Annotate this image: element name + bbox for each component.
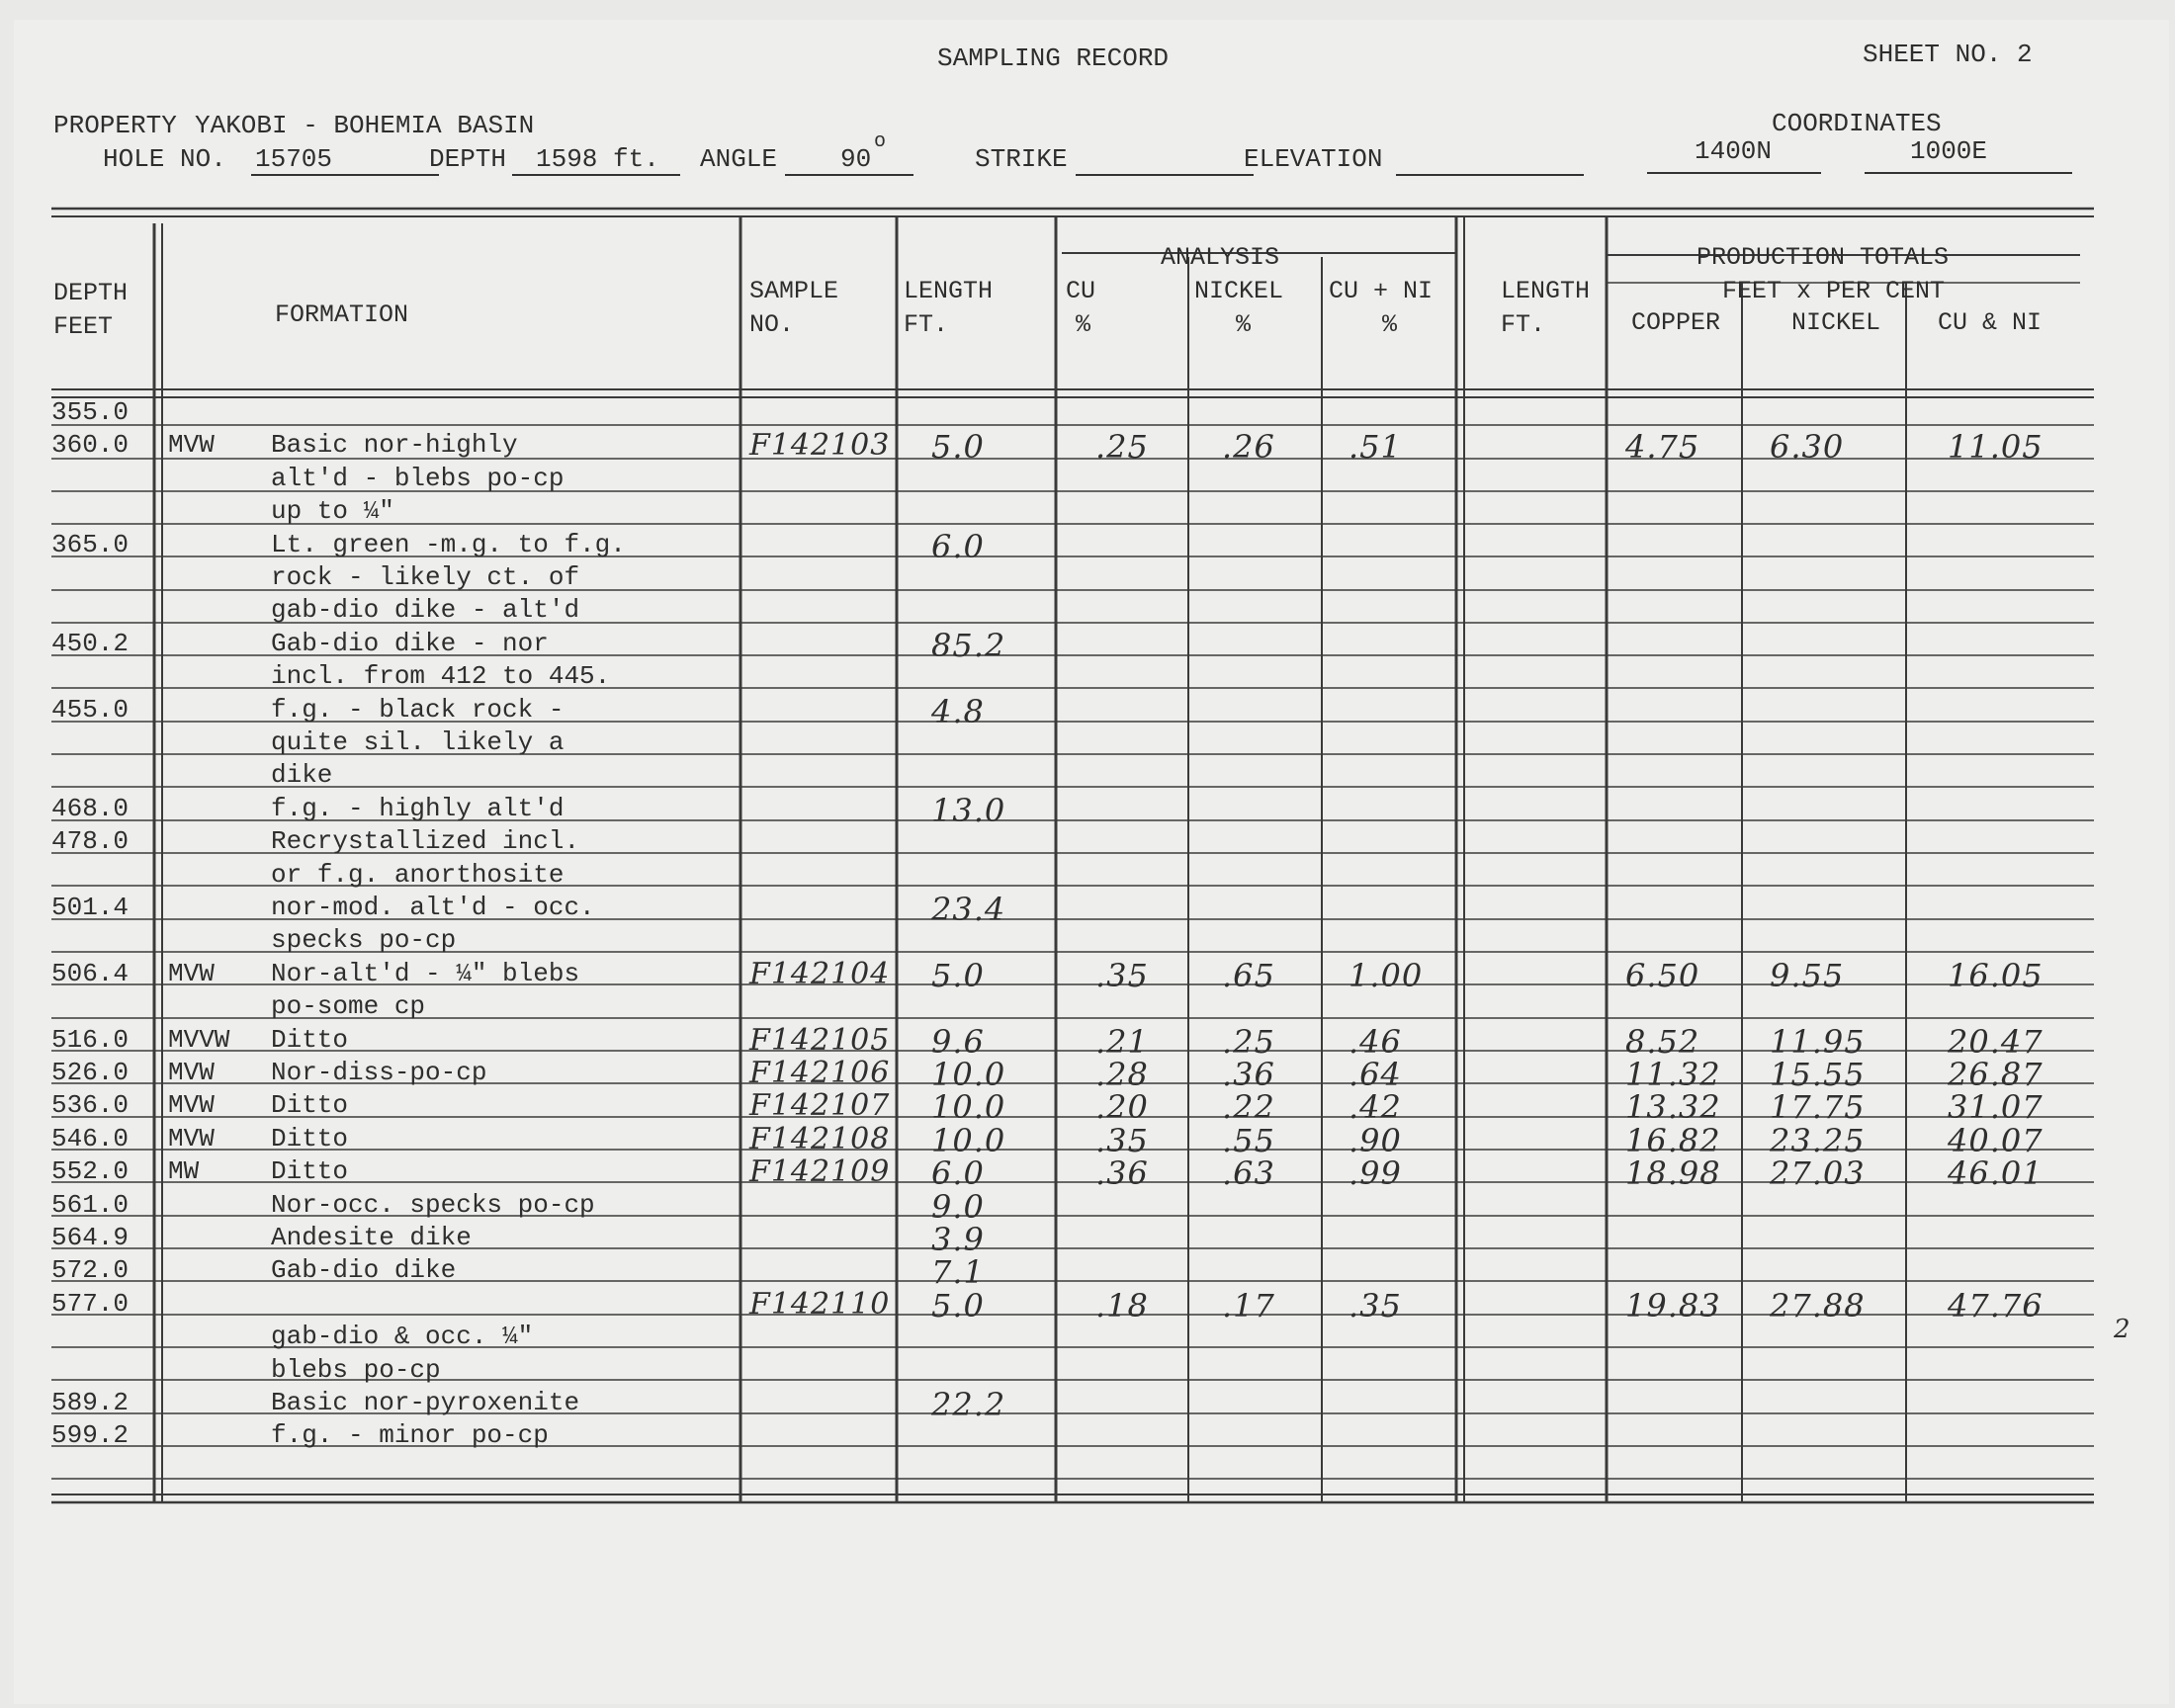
- depth-cell: 365.0: [51, 529, 130, 559]
- strike-label: STRIKE: [975, 144, 1068, 174]
- length-cell: 5.0: [931, 956, 985, 994]
- ni-cell: .25: [1222, 1022, 1275, 1061]
- depth-cell: 455.0: [51, 694, 130, 725]
- depth-cell: 478.0: [51, 826, 130, 857]
- copper-cell: 4.75: [1625, 428, 1700, 467]
- formation-cell: f.g. - highly alt'd: [271, 793, 565, 823]
- sheet-number: SHEET NO. 2: [1863, 40, 2033, 69]
- nickel-cell: 27.03: [1770, 1154, 1866, 1193]
- sampling-record-sheet: [14, 20, 2169, 1704]
- col-length2: LENGTH: [1501, 277, 1591, 305]
- cu-cell: .20: [1095, 1088, 1149, 1127]
- cuandni-cell: 20.47: [1948, 1022, 2044, 1061]
- depth-cell: 546.0: [51, 1123, 130, 1153]
- length-cell: 10.0: [931, 1121, 1006, 1159]
- length-cell: 6.0: [931, 1154, 985, 1193]
- formation-cell: Ditto: [271, 1024, 349, 1055]
- col-production: PRODUCTION TOTALS: [1696, 243, 1950, 272]
- length-cell: 3.9: [931, 1221, 985, 1258]
- copper-cell: 11.32: [1625, 1056, 1721, 1093]
- hole-label: HOLE NO.: [103, 144, 226, 174]
- depth-value: 1598 ft.: [536, 144, 659, 174]
- formation-cell: specks po-cp: [271, 925, 457, 956]
- cuni-cell: .64: [1348, 1056, 1402, 1093]
- cu-cell: .36: [1095, 1154, 1149, 1193]
- formation-cell: Ditto: [271, 1123, 349, 1153]
- code-cell: MVW: [168, 1123, 215, 1153]
- code-cell: MVW: [168, 958, 215, 988]
- depth-cell: 526.0: [51, 1058, 130, 1087]
- length-cell: 9.6: [931, 1022, 985, 1061]
- col-length-ft: FT.: [904, 310, 949, 339]
- length-cell: 10.0: [931, 1056, 1006, 1093]
- nickel-cell: 17.75: [1770, 1088, 1866, 1127]
- cuni-cell: 1.00: [1348, 956, 1424, 994]
- code-cell: MVW: [168, 1058, 215, 1087]
- ni-cell: .26: [1222, 428, 1275, 467]
- col-feet: FEET: [53, 312, 114, 341]
- sample-cell: F142105: [749, 1022, 891, 1058]
- formation-cell: f.g. - minor po-cp: [271, 1420, 549, 1451]
- nickel-cell: 27.88: [1770, 1286, 1866, 1324]
- formation-cell: Gab-dio dike - nor: [271, 628, 549, 658]
- depth-cell: 506.4: [51, 958, 130, 988]
- nickel-cell: 11.95: [1770, 1022, 1866, 1061]
- sample-cell: F142107: [749, 1088, 891, 1124]
- cuandni-cell: 31.07: [1948, 1088, 2044, 1127]
- ni-cell: .65: [1222, 956, 1275, 994]
- formation-cell: dike: [271, 760, 333, 791]
- formation-cell: nor-mod. alt'd - occ.: [271, 893, 595, 922]
- formation-cell: f.g. - black rock -: [271, 694, 565, 725]
- cu-cell: .35: [1095, 1121, 1149, 1159]
- sample-cell: F142108: [749, 1121, 891, 1156]
- cu-cell: .28: [1095, 1056, 1149, 1093]
- sample-cell: F142109: [749, 1154, 891, 1190]
- property-value: YAKOBI - BOHEMIA BASIN: [195, 111, 535, 140]
- angle-label: ANGLE: [700, 144, 778, 174]
- length-cell: 6.0: [931, 527, 985, 565]
- cuandni-cell: 46.01: [1948, 1154, 2044, 1193]
- formation-cell: blebs po-cp: [271, 1354, 441, 1385]
- hole-number: 15705: [255, 144, 333, 174]
- col-feet-x-pct: FEET x PER CENT: [1722, 277, 1946, 305]
- formation-cell: Nor-alt'd - ¼" blebs: [271, 958, 580, 988]
- nickel-cell: 23.25: [1770, 1121, 1866, 1159]
- depth-cell: 552.0: [51, 1156, 130, 1187]
- formation-cell: Ditto: [271, 1156, 349, 1187]
- elevation-label: ELEVATION: [1244, 144, 1383, 174]
- length-cell: 22.2: [931, 1386, 1006, 1423]
- depth-cell: 561.0: [51, 1189, 130, 1220]
- formation-cell: Basic nor-highly: [271, 430, 518, 461]
- formation-cell: quite sil. likely a: [271, 727, 565, 757]
- cuandni-cell: 11.05: [1948, 428, 2044, 467]
- cuni-cell: .42: [1348, 1088, 1402, 1127]
- cu-cell: .35: [1095, 956, 1149, 994]
- formation-cell: Lt. green -m.g. to f.g.: [271, 529, 626, 559]
- formation-cell: alt'd - blebs po-cp: [271, 463, 565, 493]
- depth-cell: 589.2: [51, 1388, 130, 1417]
- depth-cell: 599.2: [51, 1420, 130, 1451]
- code-cell: MVVW: [168, 1024, 230, 1055]
- length-cell: 23.4: [931, 891, 1006, 928]
- formation-cell: Gab-dio dike: [271, 1255, 457, 1286]
- copper-cell: 8.52: [1625, 1022, 1700, 1061]
- ni-cell: .63: [1222, 1154, 1275, 1193]
- cuandni-cell: 26.87: [1948, 1056, 2044, 1093]
- code-cell: MW: [168, 1156, 200, 1187]
- angle-value: 90: [840, 144, 872, 174]
- col-cu: CU: [1066, 277, 1096, 305]
- formation-cell: Ditto: [271, 1090, 349, 1121]
- formation-cell: Basic nor-pyroxenite: [271, 1388, 580, 1417]
- code-cell: MVW: [168, 430, 215, 461]
- coordinate-east: 1000E: [1910, 136, 1988, 166]
- ni-cell: .22: [1222, 1088, 1275, 1127]
- formation-cell: Nor-diss-po-cp: [271, 1058, 487, 1087]
- length-cell: 5.0: [931, 428, 985, 467]
- length-cell: 10.0: [931, 1088, 1006, 1127]
- depth-cell: 355.0: [51, 397, 130, 427]
- col-cuni-pct: %: [1382, 310, 1398, 339]
- formation-cell: Recrystallized incl.: [271, 826, 580, 857]
- coordinate-north: 1400N: [1695, 136, 1773, 166]
- length-cell: 13.0: [931, 791, 1006, 829]
- col-formation: FORMATION: [275, 300, 409, 329]
- sheet-title: SAMPLING RECORD: [937, 43, 1170, 73]
- ni-cell: .36: [1222, 1056, 1275, 1093]
- cuni-cell: .51: [1348, 428, 1402, 467]
- col-copper: COPPER: [1631, 308, 1721, 337]
- cu-cell: .25: [1095, 428, 1149, 467]
- formation-cell: gab-dio dike - alt'd: [271, 595, 580, 626]
- sample-cell: F142106: [749, 1056, 891, 1090]
- formation-cell: rock - likely ct. of: [271, 562, 580, 592]
- sample-cell: F142110: [749, 1286, 891, 1322]
- col-cu-pct: %: [1076, 310, 1091, 339]
- ni-cell: .55: [1222, 1121, 1275, 1159]
- depth-label: DEPTH: [429, 144, 507, 174]
- cuandni-cell: 40.07: [1948, 1121, 2044, 1159]
- margin-note: 2: [2114, 1315, 2132, 1344]
- formation-cell: or f.g. anorthosite: [271, 859, 565, 890]
- col-analysis: ANALYSIS: [1161, 243, 1280, 272]
- property-label: PROPERTY: [53, 111, 177, 140]
- col-nickel: NICKEL: [1194, 277, 1284, 305]
- copper-cell: 6.50: [1625, 956, 1700, 994]
- formation-cell: up to ¼": [271, 496, 394, 527]
- nickel-cell: 9.55: [1770, 956, 1845, 994]
- col-sample: SAMPLE: [749, 277, 839, 305]
- depth-cell: 577.0: [51, 1288, 130, 1319]
- formation-cell: po-some cp: [271, 991, 426, 1022]
- copper-cell: 19.83: [1625, 1286, 1721, 1324]
- sample-cell: F142104: [749, 956, 891, 991]
- formation-cell: Andesite dike: [271, 1223, 472, 1252]
- angle-degree: o: [874, 130, 887, 153]
- coordinates-label: COORDINATES: [1772, 109, 1942, 138]
- cuandni-cell: 47.76: [1948, 1286, 2044, 1324]
- ni-cell: .17: [1222, 1286, 1275, 1324]
- col-nickel2: NICKEL: [1791, 308, 1881, 337]
- nickel-cell: 15.55: [1770, 1056, 1866, 1093]
- copper-cell: 13.32: [1625, 1088, 1721, 1127]
- copper-cell: 16.82: [1625, 1121, 1721, 1159]
- cuni-cell: .90: [1348, 1121, 1402, 1159]
- depth-cell: 572.0: [51, 1255, 130, 1286]
- cuni-cell: .46: [1348, 1022, 1402, 1061]
- col-sample-no: NO.: [749, 310, 795, 339]
- cu-cell: .18: [1095, 1286, 1149, 1324]
- nickel-cell: 6.30: [1770, 428, 1845, 467]
- length-cell: 5.0: [931, 1286, 985, 1324]
- cuni-cell: .35: [1348, 1286, 1402, 1324]
- length-cell: 4.8: [931, 692, 985, 730]
- formation-cell: gab-dio & occ. ¼": [271, 1322, 534, 1352]
- depth-cell: 360.0: [51, 430, 130, 461]
- formation-cell: incl. from 412 to 445.: [271, 661, 611, 692]
- sample-cell: F142103: [749, 428, 891, 464]
- col-cu-ni: CU + NI: [1329, 277, 1434, 305]
- cuandni-cell: 16.05: [1948, 956, 2044, 994]
- cuni-cell: .99: [1348, 1154, 1402, 1193]
- col-length: LENGTH: [904, 277, 994, 305]
- depth-cell: 468.0: [51, 793, 130, 823]
- depth-cell: 516.0: [51, 1024, 130, 1055]
- col-depth: DEPTH: [53, 279, 129, 307]
- depth-cell: 450.2: [51, 628, 130, 658]
- code-cell: MVW: [168, 1090, 215, 1121]
- col-length2-ft: FT.: [1501, 310, 1546, 339]
- length-cell: 9.0: [931, 1187, 985, 1226]
- length-cell: 7.1: [931, 1253, 985, 1292]
- depth-cell: 501.4: [51, 893, 130, 922]
- length-cell: 85.2: [931, 626, 1006, 664]
- copper-cell: 18.98: [1625, 1154, 1721, 1193]
- col-cu-and-ni: CU & NI: [1938, 308, 2043, 337]
- depth-cell: 564.9: [51, 1223, 130, 1252]
- cu-cell: .21: [1095, 1022, 1149, 1061]
- col-ni-pct: %: [1236, 310, 1252, 339]
- depth-cell: 536.0: [51, 1090, 130, 1121]
- formation-cell: Nor-occ. specks po-cp: [271, 1189, 595, 1220]
